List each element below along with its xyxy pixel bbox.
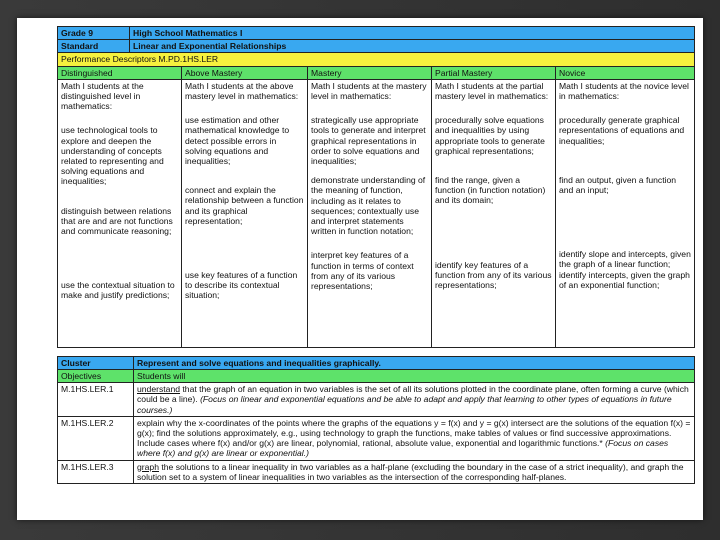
objective-text [134,383,695,417]
level-descriptor: use key features of a function to describe its contextual situation; [185,270,298,301]
header-table [57,26,695,67]
level-intro: Math I students at the mastery level in mathematics: [311,80,427,102]
cluster-text: Represent and solve equations and inequalities graphically. [134,356,695,369]
objective-code: M.1HS.LER.1 [58,383,134,417]
objective-note: (Focus on cases where f(x) and g(x) are linear or exponential.) [137,438,669,459]
cluster-table [57,356,695,484]
objective-row [58,460,695,483]
level-header-distinguished: Distinguished [58,66,182,79]
objective-row [58,416,695,460]
level-intro: Math I students at the above mastery level in mathematics: [185,80,299,102]
level-descriptor: use technological tools to explore and deepen the understanding of concepts related to representing and solving equations and inequalities; [61,125,164,187]
level-intro: Math I students at the partial mastery level in mathematics: [435,80,549,102]
objective-lead: understand [137,384,181,395]
students-will-label: Students will [134,370,695,383]
level-descriptor: strategically use appropriate tools to generate and interpret graphical representations in order to solve equations and inequalities; [311,115,426,167]
objective-lead: graph [137,461,159,472]
level-intro: Math I students at the distinguished level in mathematics: [61,80,144,112]
level-descriptor: distinguish between relations that are and are not functions and communicate reasoning; [61,205,173,237]
course-title: High School Mathematics I [130,27,695,40]
level-header-mastery: Mastery [308,66,432,79]
level-column-distinguished [58,79,182,347]
objective-body: the solutions to a linear inequality in two variables as a half-plane (excluding the boundary in the case of a strict inequality), and graph the solution set to a system of linear inequalities in two variables as the intersection of the corresponding half-planes. [137,461,684,482]
objective-text [134,460,695,483]
level-descriptor: connect and explain the relationship between a function and its graphical representation; [185,185,304,226]
standards-document [57,26,695,484]
level-descriptor: use the contextual situation to make and justify predictions; [61,280,175,301]
performance-descriptors: Performance Descriptors M.PD.1HS.LER [58,53,695,66]
level-descriptor: interpret key features of a function in terms of context from any of its various representations; [311,250,414,292]
level-descriptor: find an output, given a function and an input; [559,174,677,196]
standard-label: Standard [58,40,130,53]
level-descriptor: identify slope and intercepts, given the graph of a linear function; identify intercepts, given the graph of an exponential function; [559,249,691,290]
level-header-partial-mastery: Partial Mastery [432,66,556,79]
slide [17,18,703,520]
level-descriptor: procedurally generate graphical representations of equations and inequalities; [559,115,685,146]
level-intro: Math I students at the novice level in mathematics: [559,80,689,102]
level-header-above-mastery: Above Mastery [182,66,308,79]
level-header-novice: Novice [556,66,695,79]
objective-text [134,416,695,460]
level-descriptor: use estimation and other mathematical knowledge to detect possible errors in solving equations and inequalities; [185,115,290,167]
grade-label: Grade 9 [58,27,130,40]
level-column-novice [556,79,695,347]
objective-body: explain why the x-coordinates of the points where the graphs of the equations y = f(x) and y = g(x) intersect are the solutions of the equation f(x) = g(x); find the solutions approximately, e.g., using technology to graph the functions, make tables of values or find successive approximations. Include cases where f(x) and/or g(x) are linear, polynomial, rational, absolute value, exponential and logarithmic functions.* [137,417,691,449]
performance-levels-table [57,66,695,348]
level-descriptor: find the range, given a function (in function notation) and its domain; [435,175,546,206]
level-column-above-mastery [182,79,308,347]
objective-row [58,383,695,417]
cluster-label: Cluster [58,356,134,369]
objective-code: M.1HS.LER.2 [58,416,134,460]
objective-code: M.1HS.LER.3 [58,460,134,483]
level-descriptor: identify key features of a function from any of its various representations; [435,259,552,291]
level-column-mastery [308,79,432,347]
level-column-partial-mastery [432,79,556,347]
objective-note: (Focus on linear and exponential equations and be able to adapt and apply that learning to other types of equations in future courses.) [137,394,672,415]
level-descriptor: demonstrate understanding of the meaning of function, including as it relates to sequences; contextually use and interpret statements written in function notation; [311,175,426,237]
objective-body: that the graph of an equation in two variables is the set of all its solutions plotted in the coordinate plane, often forming a curve (which could be a line). [137,384,689,405]
level-descriptor: procedurally solve equations and inequalities by using appropriate tools to generate graphical representations; [435,115,545,156]
standard-title: Linear and Exponential Relationships [130,40,695,53]
objectives-label: Objectives [58,370,134,383]
